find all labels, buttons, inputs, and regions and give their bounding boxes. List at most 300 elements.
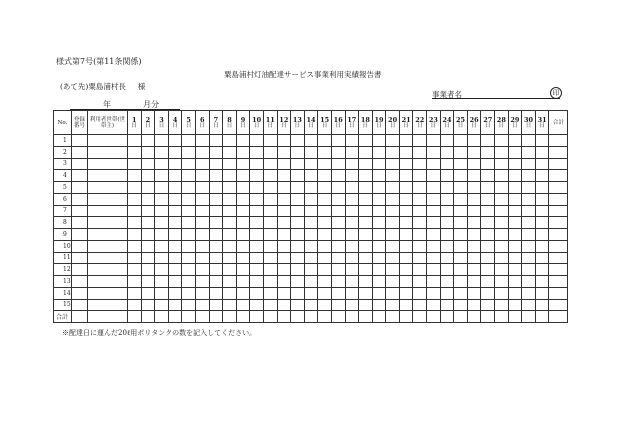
entry-cell[interactable] <box>331 146 345 158</box>
entry-cell[interactable] <box>359 252 373 264</box>
entry-cell[interactable] <box>372 217 386 229</box>
entry-cell[interactable] <box>508 193 522 205</box>
entry-cell[interactable] <box>195 229 209 241</box>
entry-cell[interactable] <box>481 182 495 194</box>
entry-cell[interactable] <box>535 135 549 147</box>
entry-cell[interactable] <box>236 135 250 147</box>
entry-cell[interactable] <box>386 287 400 299</box>
entry-cell[interactable] <box>195 205 209 217</box>
entry-cell[interactable] <box>88 276 128 288</box>
entry-cell[interactable] <box>345 287 359 299</box>
entry-cell[interactable] <box>291 217 305 229</box>
entry-cell[interactable] <box>236 276 250 288</box>
entry-cell[interactable] <box>440 193 454 205</box>
entry-cell[interactable] <box>88 158 128 170</box>
entry-cell[interactable] <box>195 158 209 170</box>
entry-cell[interactable] <box>72 193 88 205</box>
entry-cell[interactable] <box>454 135 468 147</box>
entry-cell[interactable] <box>168 311 182 323</box>
entry-cell[interactable] <box>209 311 223 323</box>
entry-cell[interactable] <box>427 264 441 276</box>
entry-cell[interactable] <box>413 146 427 158</box>
entry-cell[interactable] <box>209 193 223 205</box>
entry-cell[interactable] <box>495 299 509 311</box>
entry-cell[interactable] <box>440 287 454 299</box>
entry-cell[interactable] <box>481 299 495 311</box>
entry-cell[interactable] <box>522 170 536 182</box>
entry-cell[interactable] <box>304 240 318 252</box>
entry-cell[interactable] <box>263 170 277 182</box>
entry-cell[interactable] <box>535 252 549 264</box>
entry-cell[interactable] <box>535 287 549 299</box>
entry-cell[interactable] <box>345 276 359 288</box>
entry-cell[interactable] <box>331 170 345 182</box>
entry-cell[interactable] <box>277 170 291 182</box>
entry-cell[interactable] <box>182 182 196 194</box>
entry-cell[interactable] <box>508 217 522 229</box>
entry-cell[interactable] <box>467 193 481 205</box>
entry-cell[interactable] <box>522 146 536 158</box>
entry-cell[interactable] <box>454 311 468 323</box>
entry-cell[interactable] <box>535 311 549 323</box>
entry-cell[interactable] <box>209 264 223 276</box>
entry-cell[interactable] <box>372 182 386 194</box>
entry-cell[interactable] <box>304 287 318 299</box>
entry-cell[interactable] <box>467 299 481 311</box>
entry-cell[interactable] <box>141 229 155 241</box>
entry-cell[interactable] <box>495 205 509 217</box>
entry-cell[interactable] <box>454 264 468 276</box>
entry-cell[interactable] <box>372 193 386 205</box>
entry-cell[interactable] <box>508 299 522 311</box>
entry-cell[interactable] <box>128 135 142 147</box>
entry-cell[interactable] <box>304 311 318 323</box>
entry-cell[interactable] <box>454 287 468 299</box>
entry-cell[interactable] <box>236 217 250 229</box>
entry-cell[interactable] <box>236 299 250 311</box>
entry-cell[interactable] <box>168 193 182 205</box>
entry-cell[interactable] <box>331 229 345 241</box>
entry-cell[interactable] <box>413 287 427 299</box>
entry-cell[interactable] <box>155 276 169 288</box>
entry-cell[interactable] <box>413 182 427 194</box>
entry-cell[interactable] <box>427 252 441 264</box>
entry-cell[interactable] <box>250 252 264 264</box>
entry-cell[interactable] <box>399 229 413 241</box>
entry-cell[interactable] <box>386 135 400 147</box>
entry-cell[interactable] <box>386 240 400 252</box>
entry-cell[interactable] <box>304 264 318 276</box>
entry-cell[interactable] <box>195 240 209 252</box>
entry-cell[interactable] <box>250 135 264 147</box>
entry-cell[interactable] <box>182 158 196 170</box>
entry-cell[interactable] <box>359 158 373 170</box>
entry-cell[interactable] <box>427 276 441 288</box>
entry-cell[interactable] <box>508 158 522 170</box>
entry-cell[interactable] <box>331 276 345 288</box>
entry-cell[interactable] <box>236 170 250 182</box>
entry-cell[interactable] <box>440 276 454 288</box>
entry-cell[interactable] <box>168 287 182 299</box>
entry-cell[interactable] <box>223 240 237 252</box>
entry-cell[interactable] <box>467 287 481 299</box>
entry-cell[interactable] <box>549 205 568 217</box>
entry-cell[interactable] <box>399 217 413 229</box>
entry-cell[interactable] <box>454 146 468 158</box>
entry-cell[interactable] <box>467 252 481 264</box>
entry-cell[interactable] <box>88 252 128 264</box>
entry-cell[interactable] <box>168 158 182 170</box>
entry-cell[interactable] <box>223 229 237 241</box>
entry-cell[interactable] <box>522 217 536 229</box>
entry-cell[interactable] <box>263 193 277 205</box>
entry-cell[interactable] <box>263 158 277 170</box>
entry-cell[interactable] <box>223 276 237 288</box>
entry-cell[interactable] <box>72 170 88 182</box>
entry-cell[interactable] <box>141 240 155 252</box>
entry-cell[interactable] <box>399 205 413 217</box>
entry-cell[interactable] <box>399 240 413 252</box>
entry-cell[interactable] <box>304 135 318 147</box>
entry-cell[interactable] <box>522 158 536 170</box>
entry-cell[interactable] <box>141 170 155 182</box>
entry-cell[interactable] <box>236 240 250 252</box>
entry-cell[interactable] <box>522 229 536 241</box>
entry-cell[interactable] <box>250 170 264 182</box>
entry-cell[interactable] <box>440 170 454 182</box>
entry-cell[interactable] <box>128 311 142 323</box>
entry-cell[interactable] <box>263 287 277 299</box>
entry-cell[interactable] <box>195 170 209 182</box>
entry-cell[interactable] <box>467 240 481 252</box>
entry-cell[interactable] <box>277 240 291 252</box>
entry-cell[interactable] <box>535 276 549 288</box>
entry-cell[interactable] <box>223 158 237 170</box>
entry-cell[interactable] <box>263 299 277 311</box>
entry-cell[interactable] <box>88 240 128 252</box>
entry-cell[interactable] <box>331 311 345 323</box>
entry-cell[interactable] <box>277 252 291 264</box>
entry-cell[interactable] <box>386 276 400 288</box>
entry-cell[interactable] <box>359 170 373 182</box>
entry-cell[interactable] <box>223 252 237 264</box>
entry-cell[interactable] <box>304 193 318 205</box>
entry-cell[interactable] <box>467 311 481 323</box>
entry-cell[interactable] <box>372 229 386 241</box>
entry-cell[interactable] <box>236 193 250 205</box>
entry-cell[interactable] <box>331 287 345 299</box>
entry-cell[interactable] <box>263 240 277 252</box>
entry-cell[interactable] <box>549 287 568 299</box>
entry-cell[interactable] <box>440 311 454 323</box>
entry-cell[interactable] <box>318 135 332 147</box>
entry-cell[interactable] <box>128 182 142 194</box>
entry-cell[interactable] <box>535 170 549 182</box>
entry-cell[interactable] <box>495 264 509 276</box>
entry-cell[interactable] <box>467 276 481 288</box>
entry-cell[interactable] <box>141 311 155 323</box>
entry-cell[interactable] <box>522 311 536 323</box>
entry-cell[interactable] <box>182 264 196 276</box>
entry-cell[interactable] <box>72 299 88 311</box>
entry-cell[interactable] <box>304 276 318 288</box>
entry-cell[interactable] <box>128 229 142 241</box>
entry-cell[interactable] <box>427 146 441 158</box>
entry-cell[interactable] <box>141 146 155 158</box>
entry-cell[interactable] <box>277 217 291 229</box>
entry-cell[interactable] <box>345 252 359 264</box>
entry-cell[interactable] <box>155 205 169 217</box>
entry-cell[interactable] <box>386 170 400 182</box>
entry-cell[interactable] <box>88 287 128 299</box>
business-name-field[interactable] <box>432 98 560 99</box>
entry-cell[interactable] <box>508 240 522 252</box>
entry-cell[interactable] <box>331 299 345 311</box>
entry-cell[interactable] <box>481 217 495 229</box>
entry-cell[interactable] <box>535 182 549 194</box>
entry-cell[interactable] <box>291 264 305 276</box>
entry-cell[interactable] <box>549 299 568 311</box>
entry-cell[interactable] <box>128 276 142 288</box>
entry-cell[interactable] <box>195 146 209 158</box>
entry-cell[interactable] <box>72 252 88 264</box>
entry-cell[interactable] <box>535 217 549 229</box>
entry-cell[interactable] <box>399 264 413 276</box>
entry-cell[interactable] <box>549 264 568 276</box>
entry-cell[interactable] <box>549 229 568 241</box>
entry-cell[interactable] <box>72 229 88 241</box>
entry-cell[interactable] <box>359 217 373 229</box>
entry-cell[interactable] <box>454 170 468 182</box>
entry-cell[interactable] <box>168 146 182 158</box>
entry-cell[interactable] <box>155 229 169 241</box>
entry-cell[interactable] <box>168 170 182 182</box>
entry-cell[interactable] <box>72 287 88 299</box>
entry-cell[interactable] <box>440 158 454 170</box>
entry-cell[interactable] <box>535 158 549 170</box>
entry-cell[interactable] <box>331 217 345 229</box>
entry-cell[interactable] <box>522 193 536 205</box>
entry-cell[interactable] <box>195 217 209 229</box>
entry-cell[interactable] <box>427 217 441 229</box>
entry-cell[interactable] <box>440 264 454 276</box>
entry-cell[interactable] <box>291 311 305 323</box>
entry-cell[interactable] <box>399 158 413 170</box>
entry-cell[interactable] <box>318 158 332 170</box>
entry-cell[interactable] <box>141 182 155 194</box>
entry-cell[interactable] <box>399 182 413 194</box>
entry-cell[interactable] <box>236 229 250 241</box>
entry-cell[interactable] <box>345 299 359 311</box>
entry-cell[interactable] <box>263 182 277 194</box>
entry-cell[interactable] <box>304 146 318 158</box>
entry-cell[interactable] <box>250 205 264 217</box>
entry-cell[interactable] <box>128 146 142 158</box>
entry-cell[interactable] <box>481 264 495 276</box>
entry-cell[interactable] <box>318 252 332 264</box>
entry-cell[interactable] <box>318 287 332 299</box>
entry-cell[interactable] <box>209 170 223 182</box>
entry-cell[interactable] <box>155 170 169 182</box>
entry-cell[interactable] <box>209 205 223 217</box>
entry-cell[interactable] <box>454 240 468 252</box>
entry-cell[interactable] <box>182 287 196 299</box>
entry-cell[interactable] <box>495 170 509 182</box>
entry-cell[interactable] <box>359 287 373 299</box>
entry-cell[interactable] <box>331 264 345 276</box>
entry-cell[interactable] <box>413 229 427 241</box>
entry-cell[interactable] <box>372 240 386 252</box>
entry-cell[interactable] <box>440 146 454 158</box>
entry-cell[interactable] <box>345 311 359 323</box>
entry-cell[interactable] <box>72 146 88 158</box>
entry-cell[interactable] <box>318 276 332 288</box>
entry-cell[interactable] <box>223 135 237 147</box>
entry-cell[interactable] <box>250 146 264 158</box>
entry-cell[interactable] <box>182 229 196 241</box>
entry-cell[interactable] <box>495 193 509 205</box>
entry-cell[interactable] <box>155 264 169 276</box>
entry-cell[interactable] <box>72 205 88 217</box>
entry-cell[interactable] <box>168 135 182 147</box>
entry-cell[interactable] <box>454 276 468 288</box>
entry-cell[interactable] <box>440 229 454 241</box>
entry-cell[interactable] <box>359 193 373 205</box>
entry-cell[interactable] <box>304 158 318 170</box>
entry-cell[interactable] <box>318 264 332 276</box>
entry-cell[interactable] <box>413 158 427 170</box>
entry-cell[interactable] <box>318 170 332 182</box>
entry-cell[interactable] <box>223 146 237 158</box>
entry-cell[interactable] <box>195 287 209 299</box>
entry-cell[interactable] <box>263 311 277 323</box>
entry-cell[interactable] <box>549 311 568 323</box>
entry-cell[interactable] <box>372 287 386 299</box>
entry-cell[interactable] <box>291 287 305 299</box>
entry-cell[interactable] <box>141 205 155 217</box>
entry-cell[interactable] <box>413 217 427 229</box>
entry-cell[interactable] <box>141 193 155 205</box>
entry-cell[interactable] <box>508 229 522 241</box>
entry-cell[interactable] <box>413 193 427 205</box>
entry-cell[interactable] <box>481 170 495 182</box>
entry-cell[interactable] <box>372 299 386 311</box>
entry-cell[interactable] <box>495 182 509 194</box>
entry-cell[interactable] <box>209 276 223 288</box>
entry-cell[interactable] <box>399 276 413 288</box>
entry-cell[interactable] <box>168 205 182 217</box>
entry-cell[interactable] <box>155 299 169 311</box>
entry-cell[interactable] <box>236 287 250 299</box>
entry-cell[interactable] <box>359 146 373 158</box>
entry-cell[interactable] <box>141 287 155 299</box>
entry-cell[interactable] <box>223 205 237 217</box>
entry-cell[interactable] <box>277 299 291 311</box>
entry-cell[interactable] <box>345 170 359 182</box>
entry-cell[interactable] <box>495 252 509 264</box>
entry-cell[interactable] <box>440 182 454 194</box>
entry-cell[interactable] <box>263 135 277 147</box>
entry-cell[interactable] <box>223 311 237 323</box>
entry-cell[interactable] <box>72 182 88 194</box>
entry-cell[interactable] <box>88 135 128 147</box>
entry-cell[interactable] <box>318 193 332 205</box>
entry-cell[interactable] <box>495 240 509 252</box>
entry-cell[interactable] <box>128 158 142 170</box>
entry-cell[interactable] <box>440 135 454 147</box>
entry-cell[interactable] <box>549 240 568 252</box>
entry-cell[interactable] <box>155 311 169 323</box>
entry-cell[interactable] <box>223 299 237 311</box>
entry-cell[interactable] <box>467 229 481 241</box>
entry-cell[interactable] <box>427 287 441 299</box>
entry-cell[interactable] <box>277 276 291 288</box>
entry-cell[interactable] <box>318 311 332 323</box>
entry-cell[interactable] <box>454 299 468 311</box>
entry-cell[interactable] <box>304 217 318 229</box>
entry-cell[interactable] <box>250 158 264 170</box>
entry-cell[interactable] <box>522 182 536 194</box>
entry-cell[interactable] <box>236 252 250 264</box>
entry-cell[interactable] <box>386 182 400 194</box>
entry-cell[interactable] <box>345 135 359 147</box>
entry-cell[interactable] <box>535 240 549 252</box>
entry-cell[interactable] <box>345 264 359 276</box>
entry-cell[interactable] <box>141 217 155 229</box>
entry-cell[interactable] <box>508 252 522 264</box>
entry-cell[interactable] <box>209 146 223 158</box>
entry-cell[interactable] <box>427 240 441 252</box>
entry-cell[interactable] <box>236 158 250 170</box>
entry-cell[interactable] <box>345 158 359 170</box>
entry-cell[interactable] <box>155 252 169 264</box>
entry-cell[interactable] <box>250 240 264 252</box>
entry-cell[interactable] <box>413 311 427 323</box>
entry-cell[interactable] <box>291 135 305 147</box>
entry-cell[interactable] <box>291 252 305 264</box>
entry-cell[interactable] <box>277 182 291 194</box>
entry-cell[interactable] <box>331 135 345 147</box>
entry-cell[interactable] <box>182 193 196 205</box>
entry-cell[interactable] <box>223 217 237 229</box>
entry-cell[interactable] <box>277 146 291 158</box>
entry-cell[interactable] <box>263 264 277 276</box>
entry-cell[interactable] <box>413 252 427 264</box>
entry-cell[interactable] <box>359 276 373 288</box>
entry-cell[interactable] <box>386 264 400 276</box>
entry-cell[interactable] <box>454 182 468 194</box>
entry-cell[interactable] <box>345 217 359 229</box>
entry-cell[interactable] <box>291 299 305 311</box>
entry-cell[interactable] <box>304 205 318 217</box>
entry-cell[interactable] <box>277 229 291 241</box>
entry-cell[interactable] <box>168 240 182 252</box>
entry-cell[interactable] <box>182 170 196 182</box>
entry-cell[interactable] <box>427 205 441 217</box>
entry-cell[interactable] <box>88 217 128 229</box>
entry-cell[interactable] <box>223 170 237 182</box>
entry-cell[interactable] <box>277 135 291 147</box>
entry-cell[interactable] <box>413 135 427 147</box>
entry-cell[interactable] <box>128 264 142 276</box>
entry-cell[interactable] <box>250 311 264 323</box>
entry-cell[interactable] <box>182 276 196 288</box>
entry-cell[interactable] <box>318 229 332 241</box>
entry-cell[interactable] <box>495 229 509 241</box>
entry-cell[interactable] <box>331 240 345 252</box>
entry-cell[interactable] <box>250 299 264 311</box>
entry-cell[interactable] <box>128 193 142 205</box>
